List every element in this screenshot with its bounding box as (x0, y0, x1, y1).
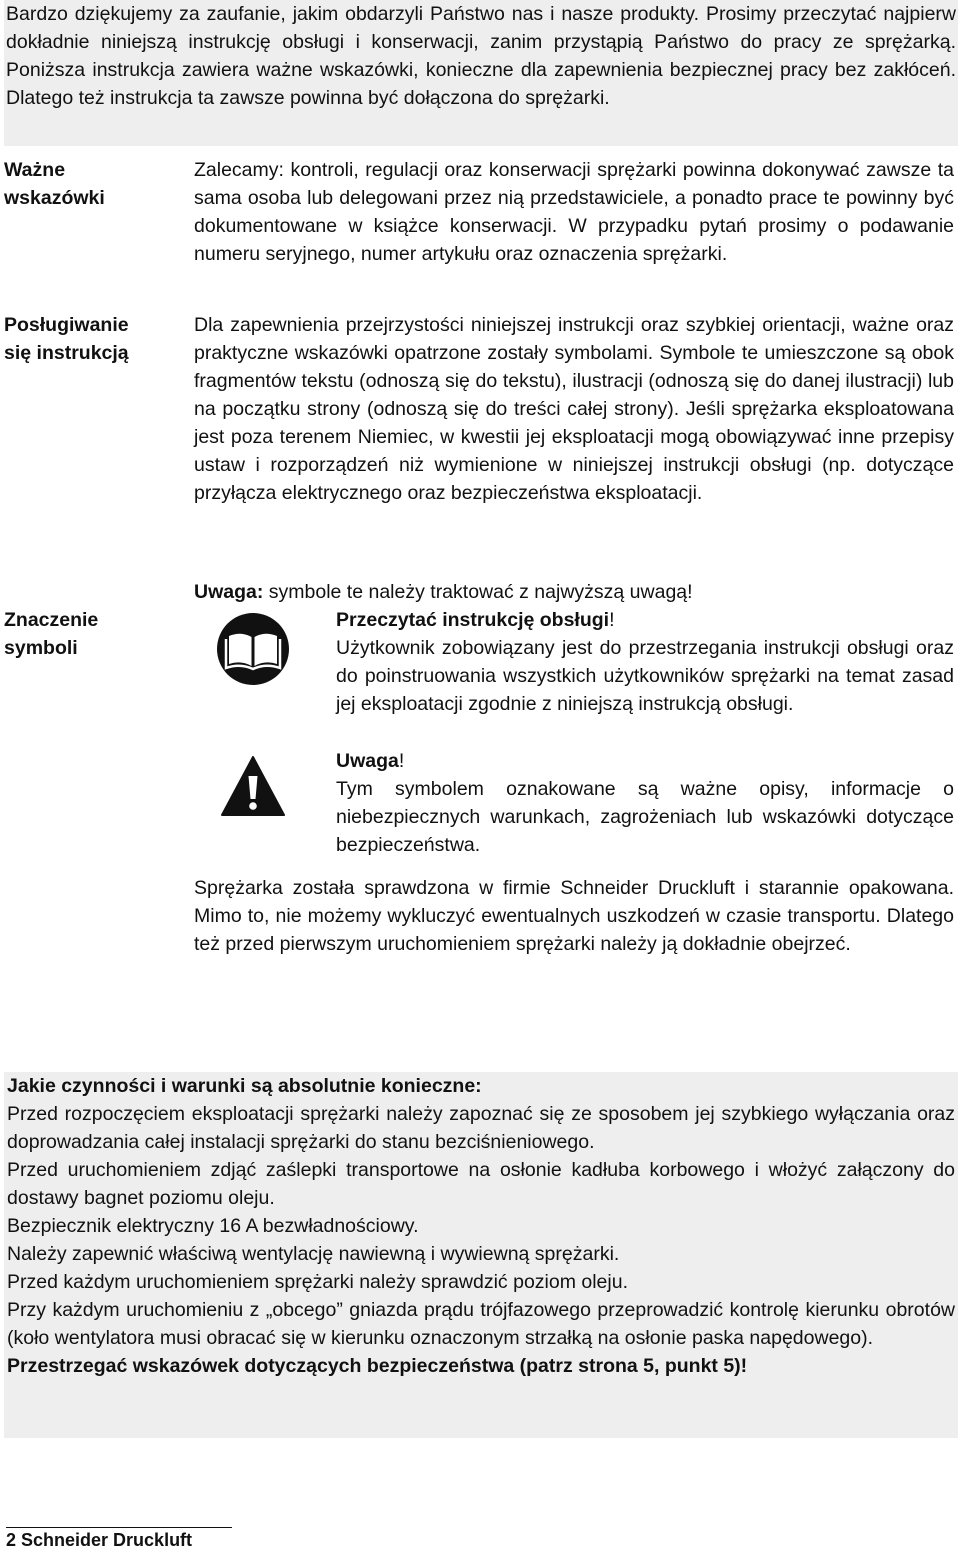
requirements-title: Jakie czynności i warunki są absolutnie konieczne: (7, 1075, 482, 1097)
requirement-item: Przed każdym uruchomieniem sprężarki należy sprawdzić poziom oleju. (7, 1271, 629, 1293)
uwaga-label: Uwaga: (194, 581, 264, 603)
book-symbol-title-text: Przeczytać instrukcję obsługi (336, 609, 610, 631)
book-symbol-title-end: ! (609, 609, 615, 631)
warning-symbol-block (336, 747, 954, 859)
requirements-final: Przestrzegać wskazówek dotyczących bezpieczeństwa (patrz strona 5, punkt 5)! (7, 1355, 748, 1377)
book-symbol-title (336, 606, 954, 634)
requirements-box (4, 1072, 958, 1438)
requirement-item: Przed uruchomieniem zdjąć zaślepki transportowe na osłonie kadłuba korbowego i włożyć załączony do dostawy bagnet poziomu oleju. (7, 1159, 955, 1209)
book-icon (216, 612, 290, 686)
warning-symbol-title (336, 747, 954, 775)
warning-icon (220, 755, 286, 817)
warning-symbol-text: Tym symbolem oznakowane są ważne opisy, informacje o niebezpiecznych warunkach, zagrożeniach lub wskazówki dotyczące bezpieczeństwa. (336, 778, 954, 856)
requirement-item: Bezpiecznik elektryczny 16 A bezwładnościowy. (7, 1215, 419, 1237)
warning-symbol-title-end: ! (398, 750, 405, 772)
section-body-wazne-wskazowki: Zalecamy: kontroli, regulacji oraz konserwacji sprężarki powinna dokonywać zawsze ta sama osoba lub delegowani przez nią przedstawiciele, a ponadto prace te powinny być dokumentowane w książce konserwacji. W przypadku pytań prosimy o podawanie numeru seryjnego, numer artykułu oraz oznaczenia sprężarki. (194, 159, 954, 265)
section-label-poslugiwanie: Posługiwanie się instrukcją (4, 314, 129, 364)
book-symbol-text: Użytkownik zobowiązany jest do przestrzegania instrukcji obsługi oraz do poinstruowania wszystkich użytkowników sprężarki na temat zasad jej eksploatacji zgodnie z niniejszą instrukcją obsługi. (336, 637, 954, 715)
uwaga-text: symbole te należy traktować z najwyższą uwagą! (263, 581, 693, 603)
warning-symbol-title-text: Uwaga (336, 750, 399, 772)
book-symbol-block (336, 606, 954, 718)
inspection-paragraph: Sprężarka została sprawdzona w firmie Schneider Druckluft i starannie opakowana. Mimo to, nie możemy wykluczyć ewentualnych uszkodzeń w czasie transportu. Dlatego też przed pierwszym uruchomieniem sprężarki należy ją dokładnie obejrzeć. (194, 877, 954, 955)
section-label-wazne-wskazowki: Ważne wskazówki (4, 159, 105, 209)
uwaga-line (194, 578, 954, 606)
section-label-znaczenie-symboli: Znaczenie symboli (4, 609, 99, 659)
section-body-poslugiwanie: Dla zapewnienia przejrzystości niniejszej instrukcji oraz szybkiej orientacji, ważne oraz praktyczne wskazówki opatrzone zostały symbolami. Symbole te umieszczone są obok fragmentów tekstu (odnoszą się do tekstu), ilustracji (odnoszą się do danej ilustracji) lub na początku strony (odnoszą się do treści całej strony). Jeśli sprężarka eksploatowana jest poza terenem Niemiec, w kwestii jej eksploatacji mogą obowiązywać inne przepisy ustaw i rozporządzeń niż wymienione w niniejszej instrukcji obsługi (np. dotyczące przyłącza elektrycznego oraz bezpieczeństwa eksploatacji. (194, 314, 954, 504)
page-footer: 2 Schneider Druckluft (6, 1530, 193, 1550)
intro-paragraph: Bardzo dziękujemy za zaufanie, jakim obdarzyli Państwo nas i nasze produkty. Prosimy przeczytać najpierw dokładnie niniejszą instrukcję obsługi i konserwacji, zanim przystąpią Państwo do pracy ze sprężarką. Poniższa instrukcja zawiera ważne wskazówki, konieczne dla zapewnienia bezpiecznej pracy bez zakłóceń. Dlatego też instrukcja ta zawsze powinna być dołączona do sprężarki. (4, 0, 958, 146)
requirement-item: Należy zapewnić właściwą wentylację nawiewną i wywiewną sprężarki. (7, 1243, 620, 1265)
requirement-item: Przy każdym uruchomieniu z „obcego” gniazda prądu trójfazowego przeprowadzić kontrolę kierunku obrotów (koło wentylatora musi obracać się w kierunku oznaczonym strzałką na osłonie paska napędowego). (7, 1299, 955, 1349)
requirement-item: Przed rozpoczęciem eksploatacji sprężarki należy zapoznać się ze sposobem jej szybkiego wyłączania oraz doprowadzania całej instalacji sprężarki do stanu bezciśnieniowego. (7, 1103, 955, 1153)
